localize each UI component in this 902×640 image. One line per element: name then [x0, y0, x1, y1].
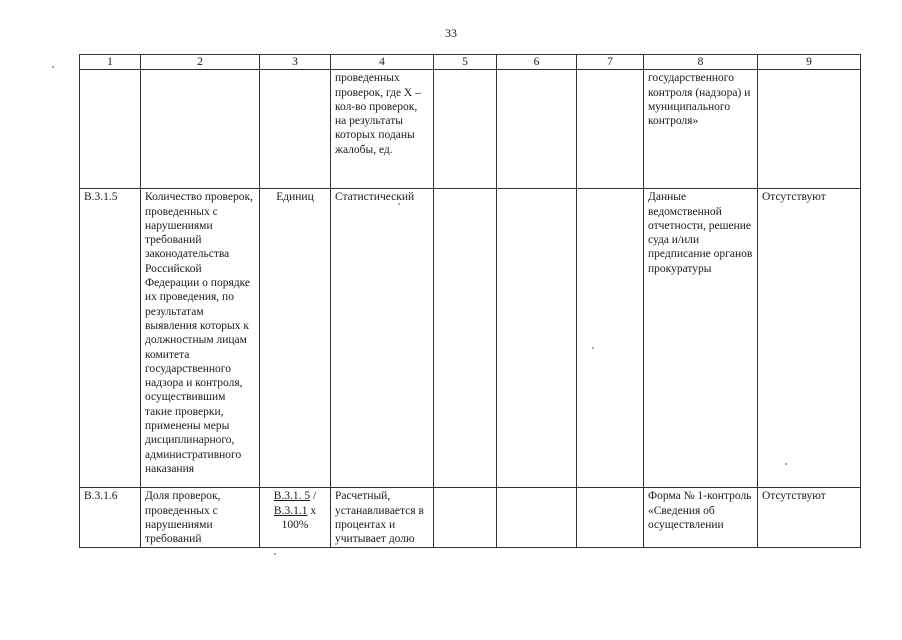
table-row: [80, 189, 861, 488]
value-cell: [577, 488, 644, 548]
indicator-name-cell: Доля проверок, проведенных с нарушениями требований: [141, 488, 260, 548]
table-row: [80, 70, 861, 189]
indicator-code-cell: [80, 70, 141, 189]
method-cell: Статистический: [331, 189, 434, 488]
column-number-cell: 7: [577, 55, 644, 70]
page-number: 33: [445, 26, 457, 40]
table-row: [80, 488, 861, 548]
value-cell: [434, 189, 497, 488]
source-cell: Форма № 1-контроль «Сведения об осуществлении: [644, 488, 758, 548]
scan-speck: [274, 553, 276, 555]
formula-cell: [260, 488, 331, 548]
document-table: [79, 54, 861, 548]
formula-ref: В.3.1.1: [273, 504, 308, 517]
column-number-cell: 8: [644, 55, 758, 70]
note-cell: Отсутствуют: [758, 488, 861, 548]
unit-cell: [260, 70, 331, 189]
formula-tail: х 100%: [281, 504, 317, 531]
note-cell: Отсутствуют: [758, 189, 861, 488]
column-number-row: [80, 55, 861, 70]
unit-cell: Единиц: [260, 189, 331, 488]
note-cell: [758, 70, 861, 189]
method-cell: проведенных проверок, где X – кол-во проверок, на результаты которых поданы жалобы, ед.: [331, 70, 434, 189]
column-number-cell: 5: [434, 55, 497, 70]
method-cell: Расчетный, устанавливается в процентах и учитывает долю: [331, 488, 434, 548]
formula-ref: В.3.1. 5: [273, 490, 311, 503]
indicator-code-cell: В.3.1.5: [80, 189, 141, 488]
scan-speck: [785, 463, 787, 465]
indicator-code-cell: В.3.1.6: [80, 488, 141, 548]
value-cell: [497, 488, 577, 548]
indicator-name-cell: Количество проверок, проведенных с нарушениями требований законодательства Российской Федерации о порядке их проведения, по результатам выявления которых к должностным лицам комитета государственного надзора и контроля, осуществившим такие проверки, применены меры дисциплинарного, административного наказания: [141, 189, 260, 488]
value-cell: [497, 70, 577, 189]
column-number-cell: 2: [141, 55, 260, 70]
source-cell: Данные ведомственной отчетности, решение суда и/или предписание органов прокуратуры: [644, 189, 758, 488]
value-cell: [434, 488, 497, 548]
column-number-cell: 6: [497, 55, 577, 70]
column-number-cell: 1: [80, 55, 141, 70]
value-cell: [434, 70, 497, 189]
scan-speck: [398, 203, 400, 205]
value-cell: [497, 189, 577, 488]
indicator-name-cell: [141, 70, 260, 189]
formula-operator: /: [310, 490, 317, 503]
column-number-cell: 4: [331, 55, 434, 70]
scan-speck: [592, 347, 594, 349]
scan-speck: [52, 66, 54, 68]
column-number-cell: 3: [260, 55, 331, 70]
value-cell: [577, 70, 644, 189]
value-cell: [577, 189, 644, 488]
source-cell: государственного контроля (надзора) и муниципального контроля»: [644, 70, 758, 189]
column-number-cell: 9: [758, 55, 861, 70]
